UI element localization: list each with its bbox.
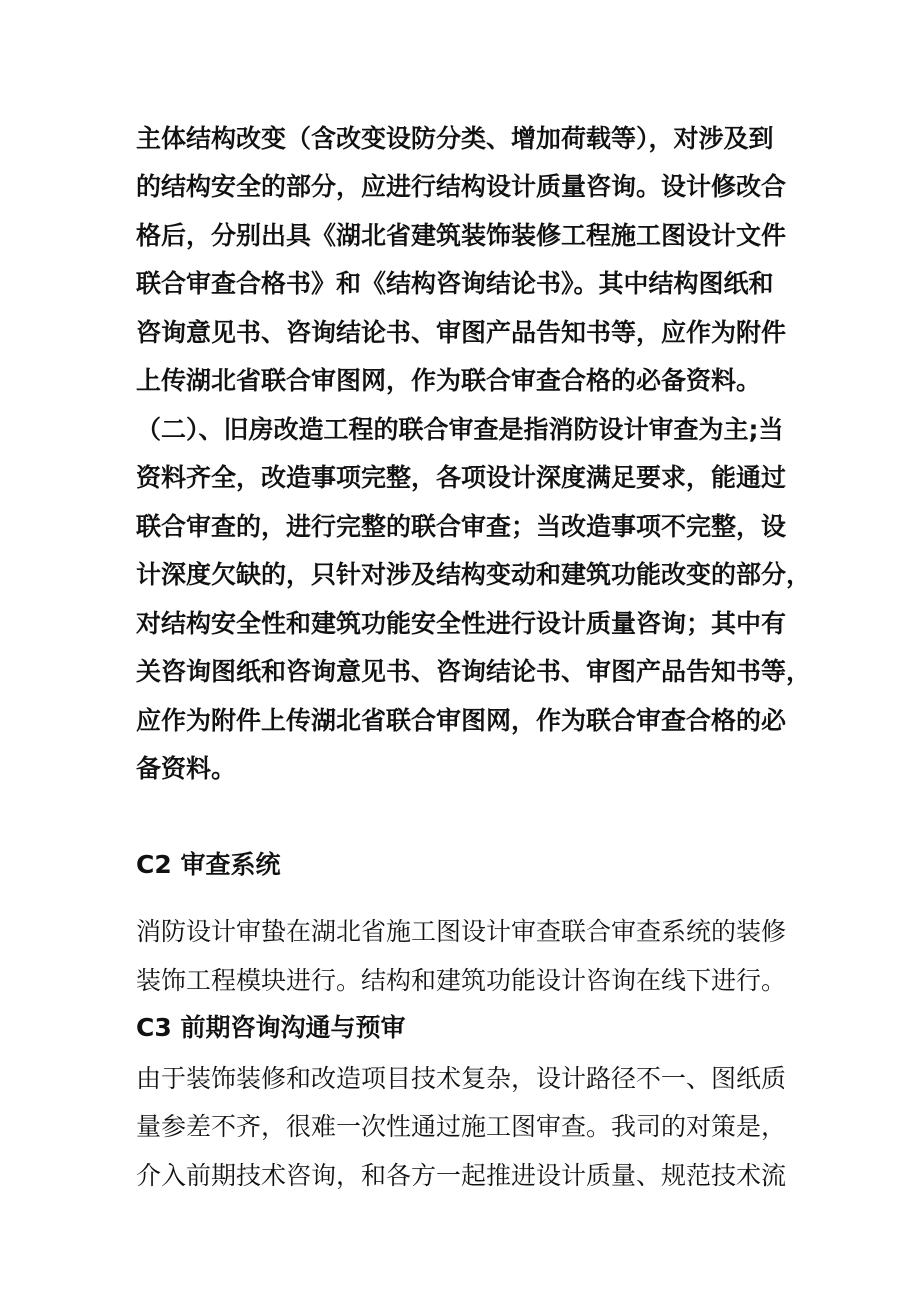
paragraph-1-line: 格后，分别出具《湖北省建筑装饰装修工程施工图设计文件: [136, 221, 787, 250]
paragraph-2-line: 应作为附件上传湖北省联合审图网，作为联合审查合格的必: [136, 706, 787, 735]
section-c2-line: 装饰工程模块进行。结构和建筑功能设计咨询在线下进行。: [136, 966, 787, 995]
paragraph-2-line: 联合审查的，进行完整的联合审查；当改造事项不完整，设: [136, 512, 787, 541]
section-c3-line: 介入前期技术咨询，和各方一起推进设计质量、规范技术流: [136, 1161, 787, 1190]
paragraph-2-line: 资料齐全，改造事项完整，各项设计深度满足要求，能通过: [136, 463, 787, 492]
section-c2-line: 消防设计审蛰在湖北省施工图设计审查联合审查系统的装修: [136, 917, 787, 946]
section-c2-heading: C2 审查系统: [136, 850, 281, 879]
paragraph-2-line: 对结构安全性和建筑功能安全性进行设计质量咨询；其中有: [136, 609, 787, 638]
paragraph-2-line: （二）、旧房改造工程的联合审查是指消防设计审查为主;当: [136, 415, 784, 444]
paragraph-1-line: 主体结构改变（含改变设防分类、增加荷载等），对涉及到: [136, 124, 774, 153]
paragraph-1-line: 上传湖北省联合审图网，作为联合审查合格的必备资料。: [136, 366, 762, 395]
paragraph-1-line: 联合审查合格书》和《结构咨询结论书》。其中结构图纸和: [136, 269, 774, 298]
paragraph-2-line: 备资料。: [136, 754, 237, 783]
paragraph-1-line: 的结构安全的部分，应进行结构设计质量咨询。设计修改合: [136, 172, 787, 201]
section-c3-heading: C3 前期咨询沟通与预审: [136, 1013, 406, 1042]
paragraph-2-line: 关咨询图纸和咨询意见书、咨询结论书、审图产品告知书等，: [136, 657, 812, 686]
section-c3-line: 由于装饰装修和改造项目技术复杂，设计路径不一、图纸质: [136, 1064, 787, 1093]
section-c3-line: 量参差不齐，很难一次性通过施工图审查。我司的对策是，: [136, 1112, 787, 1141]
paragraph-1-line: 咨询意见书、咨询结论书、审图产品告知书等，应作为附件: [136, 318, 787, 347]
paragraph-2-line: 计深度欠缺的，只针对涉及结构变动和建筑功能改变的部分，: [136, 560, 812, 589]
